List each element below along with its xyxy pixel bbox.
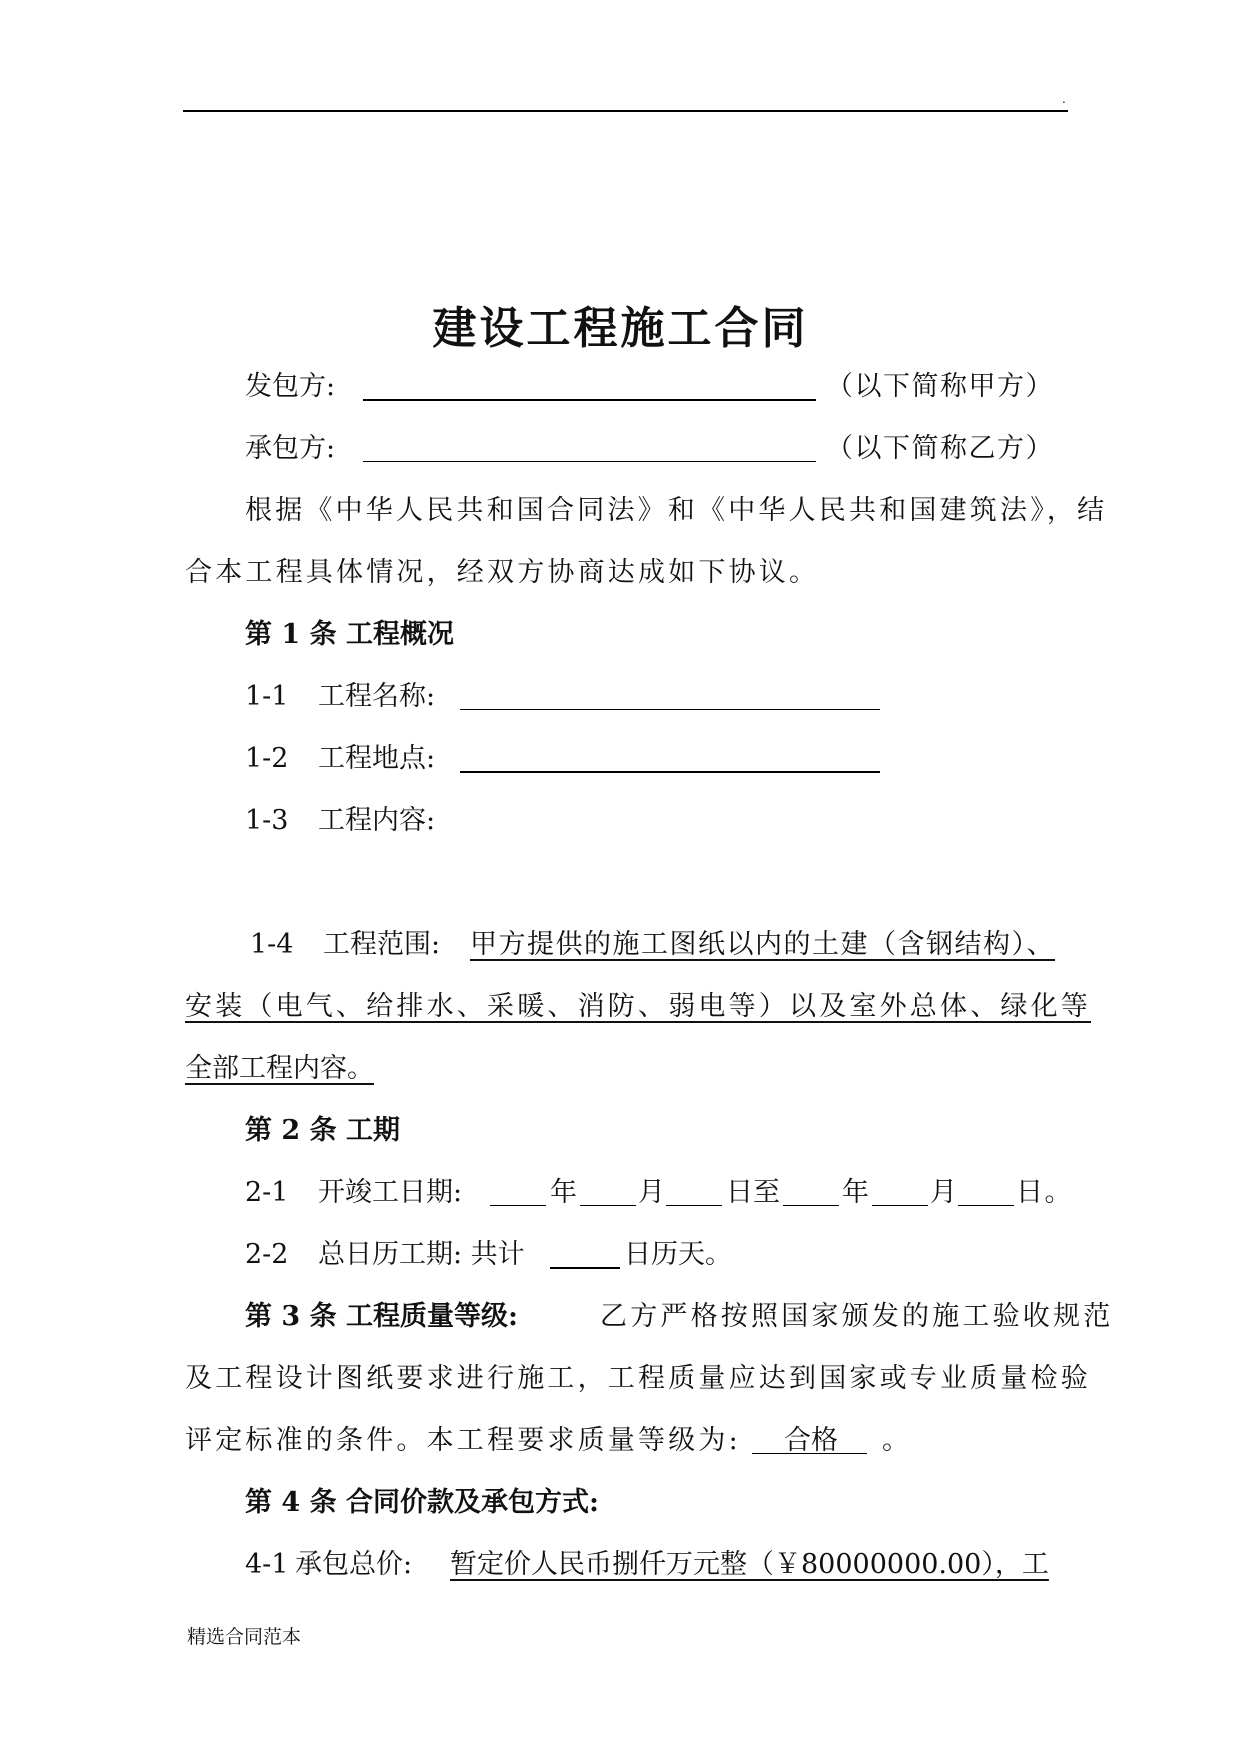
project-name-blank bbox=[460, 709, 880, 710]
article-3-text-1: 乙方严格按照国家颁发的施工验收规范 bbox=[600, 1301, 1114, 1332]
item-1-2 bbox=[0, 734, 1241, 784]
item-1-1-label: 工程名称: bbox=[318, 681, 436, 712]
item-4-1 bbox=[0, 1540, 1241, 1590]
item-2-2 bbox=[0, 1230, 1241, 1280]
article-3-text-2: 及工程设计图纸要求进行施工，工程质量应达到国家或专业质量检验 bbox=[185, 1363, 1091, 1394]
employer-note: （以下简称甲方） bbox=[826, 371, 1054, 402]
item-1-3 bbox=[0, 796, 1241, 846]
employer-blank bbox=[363, 399, 816, 401]
item-1-2-number: 1-2 bbox=[245, 743, 289, 774]
article-4-heading: 第 4 条 合同价款及承包方式: bbox=[245, 1487, 599, 1518]
item-1-4-number: 1-4 bbox=[250, 929, 294, 960]
document-title: 建设工程施工合同 bbox=[432, 303, 809, 354]
item-2-2-suffix: 日历天。 bbox=[624, 1239, 732, 1270]
preamble-text-2: 合本工程具体情况，经双方协商达成如下协议。 bbox=[185, 557, 820, 588]
item-1-4-text-1: 甲方提供的施工图纸以内的土建（含钢结构）、 bbox=[470, 929, 1055, 960]
start-month-unit: 月 bbox=[638, 1177, 665, 1208]
article-2-heading-line bbox=[0, 1106, 1241, 1156]
start-month-blank bbox=[580, 1205, 636, 1206]
item-2-1-label: 开竣工日期: bbox=[318, 1177, 463, 1208]
item-1-4-text-2: 安装（电气、给排水、采暖、消防、弱电等）以及室外总体、绿化等 bbox=[185, 991, 1091, 1022]
article-3-text-3: 评定标准的条件。本工程要求质量等级为: bbox=[185, 1425, 741, 1456]
contractor-blank bbox=[363, 461, 816, 462]
article-1-heading-line bbox=[0, 610, 1241, 660]
preamble-text-1: 根据《中华人民共和国合同法》和《中华人民共和国建筑法》，结 bbox=[245, 495, 1108, 526]
item-1-4-end bbox=[0, 1044, 1241, 1094]
article-3-line-1 bbox=[0, 1292, 1241, 1342]
page-footer: 精选合同范本 bbox=[187, 1626, 302, 1648]
article-4-heading-line bbox=[0, 1478, 1241, 1528]
total-days-blank bbox=[550, 1267, 620, 1269]
preamble-line-1 bbox=[0, 486, 1241, 536]
item-2-2-label: 总日历工期: 共计 bbox=[318, 1239, 525, 1270]
item-2-2-number: 2-2 bbox=[245, 1239, 289, 1270]
employer-label: 发包方: bbox=[245, 371, 336, 402]
item-4-1-label: 承包总价: bbox=[295, 1549, 413, 1580]
start-day-blank bbox=[666, 1205, 722, 1206]
article-3-line-3 bbox=[0, 1416, 1241, 1466]
item-1-1-number: 1-1 bbox=[245, 681, 289, 712]
employer-line bbox=[0, 362, 1241, 412]
item-1-1 bbox=[0, 672, 1241, 722]
end-day-unit: 日。 bbox=[1016, 1177, 1073, 1208]
end-year-unit: 年 bbox=[842, 1177, 869, 1208]
contractor-note: （以下简称乙方） bbox=[826, 433, 1054, 464]
item-4-1-value: 暂定价人民币捌仟万元整（￥80000000.00），工 bbox=[450, 1549, 1049, 1580]
item-1-4-continued bbox=[0, 982, 1241, 1032]
item-1-4-text-3: 全部工程内容。 bbox=[185, 1053, 374, 1084]
item-1-3-label: 工程内容: bbox=[318, 805, 436, 836]
item-2-1 bbox=[0, 1168, 1241, 1218]
header-rule bbox=[183, 110, 1068, 112]
day-to-text: 日至 bbox=[726, 1177, 780, 1208]
article-2-heading: 第 2 条 工期 bbox=[245, 1115, 400, 1146]
end-year-blank bbox=[783, 1205, 839, 1206]
start-year-blank bbox=[490, 1205, 546, 1206]
quality-grade-value: 合格 bbox=[784, 1425, 838, 1456]
contractor-label: 承包方: bbox=[245, 433, 336, 464]
article-3-end: 。 bbox=[882, 1425, 909, 1456]
project-location-blank bbox=[460, 771, 880, 773]
article-3-line-2 bbox=[0, 1354, 1241, 1404]
start-year-unit: 年 bbox=[550, 1177, 577, 1208]
contractor-line bbox=[0, 424, 1241, 474]
header-mark: . bbox=[1062, 92, 1066, 106]
item-1-4 bbox=[0, 920, 1241, 970]
preamble-line-2 bbox=[0, 548, 1241, 598]
item-4-1-number: 4-1 bbox=[245, 1549, 289, 1580]
item-1-2-label: 工程地点: bbox=[318, 743, 436, 774]
article-1-heading: 第 1 条 工程概况 bbox=[245, 619, 454, 650]
end-day-blank bbox=[958, 1205, 1014, 1206]
item-1-4-label: 工程范围: bbox=[323, 929, 441, 960]
item-2-1-number: 2-1 bbox=[245, 1177, 289, 1208]
end-month-blank bbox=[872, 1205, 928, 1206]
item-1-3-number: 1-3 bbox=[245, 805, 289, 836]
article-3-heading: 第 3 条 工程质量等级: bbox=[245, 1301, 518, 1332]
end-month-unit: 月 bbox=[930, 1177, 957, 1208]
